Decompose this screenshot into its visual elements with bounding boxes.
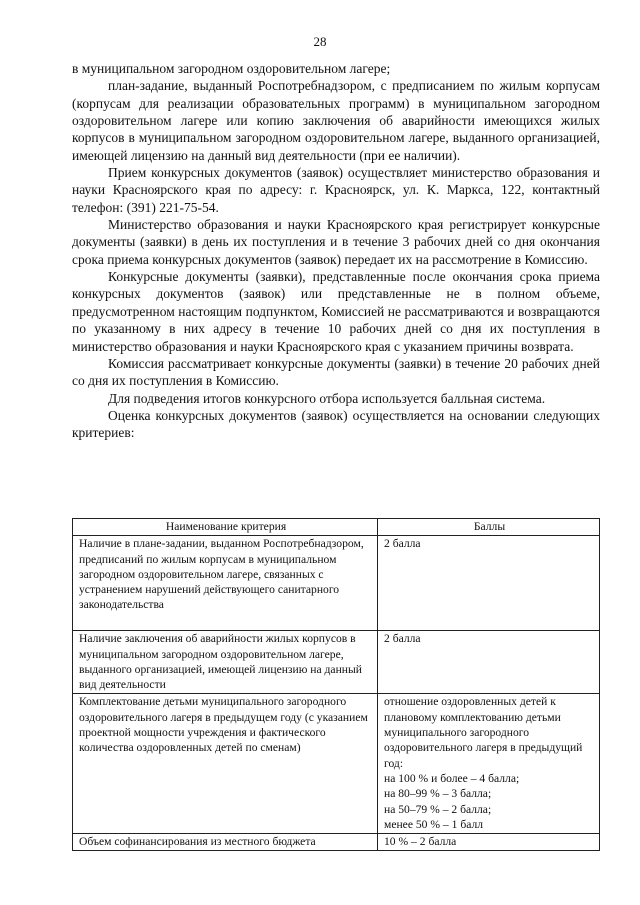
paragraph: Конкурсные документы (заявки), представленные после окончания срока приема конкурсных документов (заявок) или представленные не в полном объеме, предусмотренном настоящим подпунктом, Комиссией не рассматриваются и возвращаются по указанному в них адресу в течение 10 рабочих дней со дня их поступления в министерство образования и науки Красноярского края с указанием причины возврата. bbox=[72, 269, 600, 354]
table-header-row bbox=[73, 519, 600, 536]
paragraph: план-задание, выданный Роспотребнадзором, с предписанием по жилым корпусам (корпусам для реализации образовательных программ) в муниципальном загородном оздоровительном лагере или копию заключения об аварийности имеющихся жилых корпусов в муниципальном загородном оздоровительном лагере, выданного организацией, имеющей лицензию на данный вид деятельности (при ее наличии). bbox=[72, 78, 600, 163]
criteria-table bbox=[72, 518, 600, 851]
criterion-cell: Объем софинансирования из местного бюджета bbox=[73, 834, 378, 851]
paragraph: Министерство образования и науки Красноярского края регистрирует конкурсные документы (заявки) в день их поступления и в течение 3 рабочих дней со дня окончания срока приема конкурсных документов (заявок) передает их на рассмотрение в Комиссию. bbox=[72, 217, 600, 267]
header-criterion: Наименование критерия bbox=[73, 519, 378, 536]
points-text: 2 балла bbox=[384, 537, 421, 551]
header-points: Баллы bbox=[378, 519, 600, 536]
paragraph: Оценка конкурсных документов (заявок) осуществляется на основании следующих критериев: bbox=[72, 407, 600, 441]
page-number: 28 bbox=[313, 34, 327, 49]
points-text: на 80–99 % – 3 балла; bbox=[384, 787, 492, 801]
points-text: на 100 % и более – 4 балла; bbox=[384, 771, 520, 785]
table-row bbox=[73, 834, 600, 851]
points-cell bbox=[378, 536, 600, 631]
paragraph: в муниципальном загородном оздоровительном лагере; bbox=[72, 61, 391, 76]
points-text: отношение оздоровленных детей к плановому комплектованию детьми муниципального загородного оздоровительного лагеря в предыдущий год: bbox=[384, 695, 583, 770]
table-row bbox=[73, 631, 600, 694]
points-cell bbox=[378, 834, 600, 851]
points-text: 10 % – 2 балла bbox=[384, 835, 457, 849]
criterion-cell: Наличие в плане-задании, выданном Роспотребнадзором, предписаний по жилым корпусам в муниципальном загородном оздоровительном лагере, связанных с устранением нарушений действующего санитарного законодательства bbox=[73, 536, 378, 631]
paragraph: Прием конкурсных документов (заявок) осуществляет министерство образования и науки Красноярского края по адресу: г. Красноярск, ул. К. Маркса, 122, контактный телефон: (391) 221-75-54. bbox=[72, 165, 600, 215]
points-text: 2 балла bbox=[384, 632, 421, 646]
points-text: менее 50 % – 1 балл bbox=[384, 817, 484, 831]
paragraph: Комиссия рассматривает конкурсные документы (заявки) в течение 20 рабочих дней со дня их поступления в Комиссию. bbox=[72, 355, 600, 389]
points-text: на 50–79 % – 2 балла; bbox=[384, 802, 492, 816]
points-cell bbox=[378, 631, 600, 694]
paragraph: Для подведения итогов конкурсного отбора используется балльная система. bbox=[108, 390, 546, 406]
table-row bbox=[73, 694, 600, 834]
criterion-cell: Комплектование детьми муниципального загородного оздоровительного лагеря в предыдущем году (с указанием проектной мощности учреждения и фактического количества оздоровленных детей по сменам) bbox=[73, 694, 378, 834]
criterion-cell: Наличие заключения об аварийности жилых корпусов в муниципальном загородном оздоровительном лагере, выданного организацией, имеющей лицензию на данный вид деятельности bbox=[73, 631, 378, 694]
table-row bbox=[73, 536, 600, 631]
body-text bbox=[72, 60, 600, 442]
points-cell bbox=[378, 694, 600, 834]
